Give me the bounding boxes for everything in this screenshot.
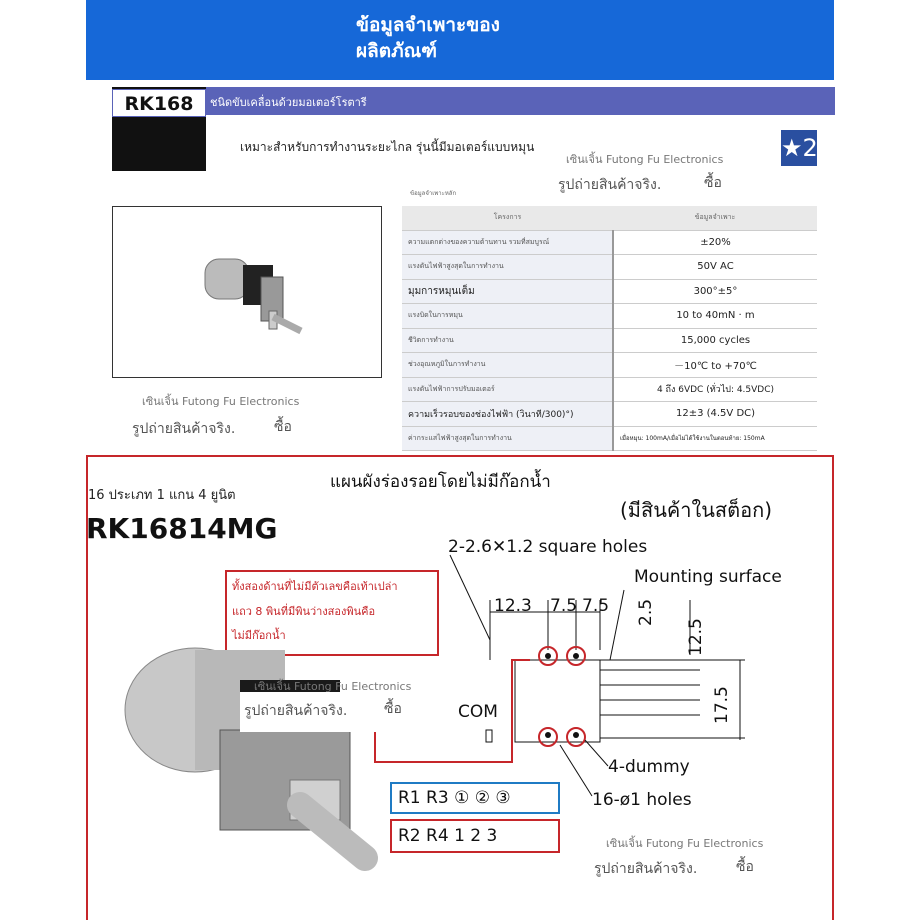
legend-r1-r3: R1 R3 ① ② ③ [390,782,560,814]
spec-label: ค่ากระแสไฟฟ้าสูงสุดในการทำงาน [402,426,613,451]
holes-label: 16-ø1 holes [592,790,692,810]
watermark-real-photo: รูปถ่ายสินค้าจริง. [558,177,662,193]
legend-r2-r4: R2 R4 1 2 3 [390,819,560,853]
dim-7-5-b: 7.5 [582,596,610,616]
stock-status: (มีสินค้าในสต็อก) [620,498,773,522]
diagram-title: แผนผังร่องรอยโดยไม่มีก๊อกน้ำ [330,472,551,492]
watermark-real-photo-4: รูปถ่ายสินค้าจริง. [594,861,698,877]
dim-17-5: 17.5 [712,686,732,724]
spec-value: 10 to 40mN · m [613,304,817,329]
spec-caption: ข้อมูลจำเพาะหลัก [410,190,457,197]
square-holes-label: 2-2.6✕1.2 square holes [448,537,648,557]
spec-value: 12±3 (4.5V DC) [613,402,817,427]
com-label: COM [458,702,498,722]
spec-header-value: ข้อมูลจำเพาะ [613,206,817,230]
type-line: 16 ประเภท 1 แกน 4 ยูนิต [88,488,236,503]
watermark-real-photo-3: รูปถ่ายสินค้าจริง. [244,703,348,719]
dummy-label: 4-dummy [608,757,690,777]
watermark-company-bottom: เซินเจิ้น Futong Fu Electronics [606,837,764,850]
motor-photo-icon [100,620,380,900]
watermark-buy-4: ซื้อ [736,859,754,875]
spec-label: ช่วงอุณหภูมิในการทำงาน [402,353,613,378]
watermark-company: เซินเจิ้น Futong Fu Electronics [566,153,724,166]
watermark-buy-2: ซื้อ [274,419,292,435]
drive-type-label: ชนิดขับเคลื่อนด้วยมอเตอร์โรตารี [210,96,367,109]
page-title-line2: ผลิตภัณฑ์ [356,40,438,62]
watermark-real-photo-2: รูปถ่ายสินค้าจริง. [132,421,236,437]
spec-header-item: โครงการ [402,206,613,230]
spec-value: เมื่อหมุน: 100mA/เมื่อไม่ได้ใช้งานในตอนท้าย: 150mA [613,426,817,451]
note-line-3: ไม่มีก๊อกน้ำ [232,629,286,642]
product-subtitle: เหมาะสำหรับการทำงานระยะไกล รุ่นนี้มีมอเตอร์แบบหมุน [240,140,535,154]
spec-label: ความเร็วรอบของช่องไฟฟ้า (วินาที/300)°) [402,402,613,427]
dim-12-3: 12.3 [494,596,532,616]
spec-label: ชีวิตการทำงาน [402,328,613,353]
note-line-1: ทั้งสองด้านที่ไม่มีตัวเลขคือเท้าเปล่า [232,580,398,593]
watermark-company-photo: เซินเจิ้น Futong Fu Electronics [142,395,300,408]
spec-value: 300°±5° [613,279,817,304]
spec-label: ความแตกต่างของความต้านทาน รวมที่สมบูรณ์ [402,230,613,255]
dim-12-5: 12.5 [686,618,706,656]
spec-label: แรงดันไฟฟ้าการปรับมอเตอร์ [402,377,613,402]
spec-value: 15,000 cycles [613,328,817,353]
spec-value: －10℃ to +70℃ [613,353,817,378]
spec-label: มุมการหมุนเต็ม [402,279,613,304]
product-code: RK168 [112,89,206,117]
spec-label: แรงบิดในการหมุน [402,304,613,329]
watermark-buy-3: ซื้อ [384,701,402,717]
watermark-buy: ซื้อ [704,175,722,191]
spec-label: แรงดันไฟฟ้าสูงสุดในการทำงาน [402,255,613,280]
watermark-company-diagram: เซินเจิ้น Futong Fu Electronics [254,680,412,693]
spec-value: 50V AC [613,255,817,280]
spec-value: 4 ถึง 6VDC (ทั่วไป: 4.5VDC) [613,377,817,402]
mounting-surface-label: Mounting surface [634,567,782,587]
model-number: RK16814MG [86,512,278,545]
star-badge-icon: ★2 [781,130,817,166]
spec-value: ±20% [613,230,817,255]
note-line-2: แถว 8 พินที่มีพินว่างสองพินคือ [232,605,376,618]
dim-2-5: 2.5 [636,598,656,626]
page-title-line1: ข้อมูลจำเพาะของ [356,14,500,36]
dim-7-5-a: 7.5 [550,596,578,616]
